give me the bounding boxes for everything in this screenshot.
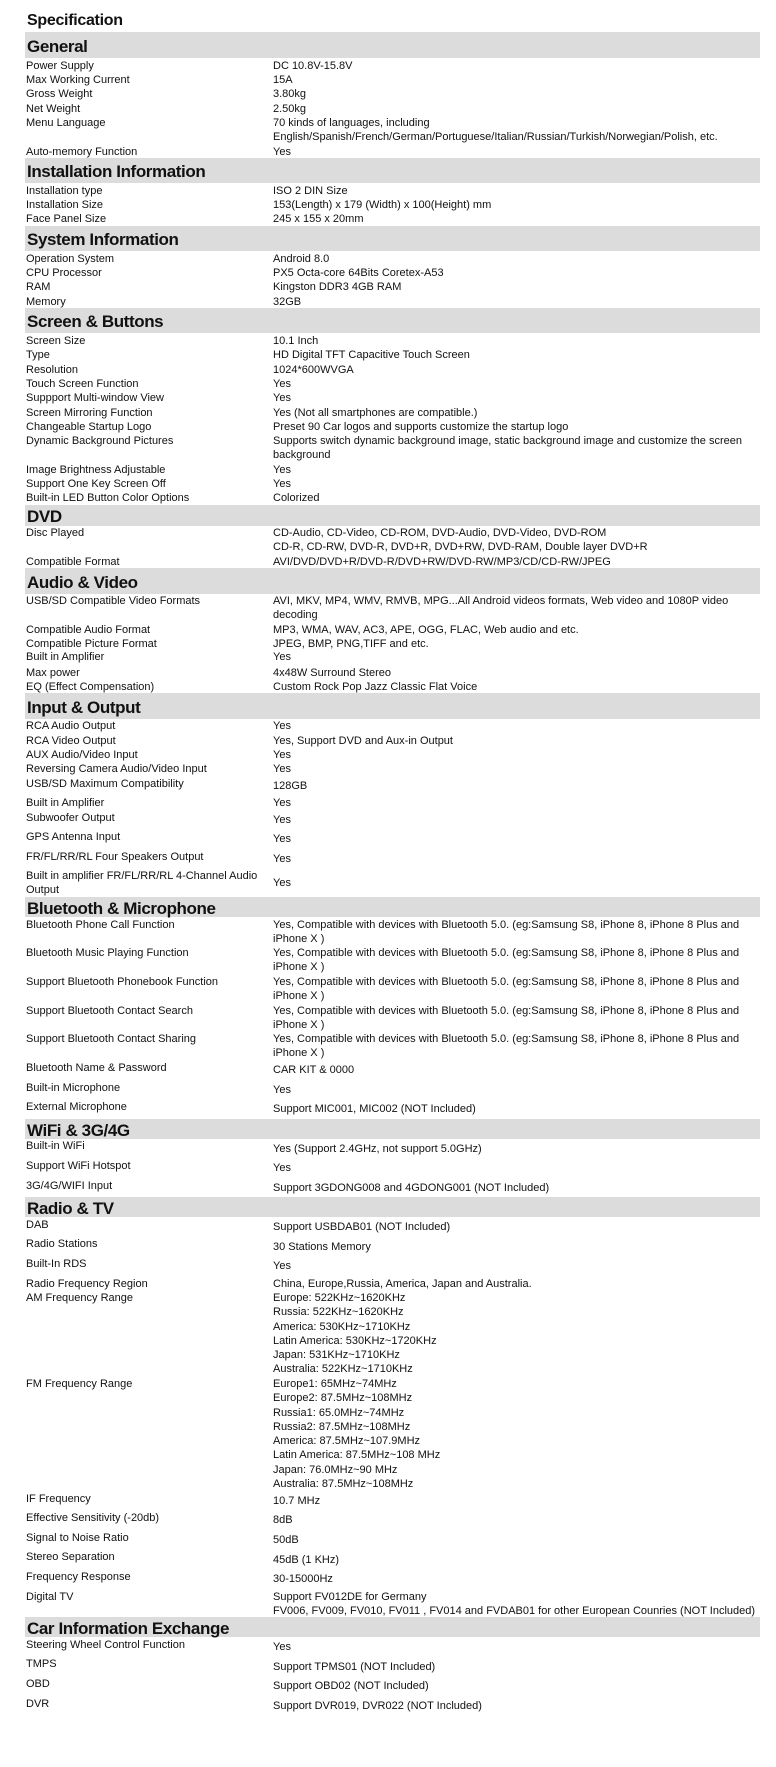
spec-value [273, 1513, 760, 1527]
section-title: Input & Output [27, 697, 141, 717]
spec-value-line: America: 87.5MHz~107.9MHz [273, 1435, 421, 1448]
spec-label: USB/SD Maximum Compatibility [26, 778, 184, 790]
spec-value-line: Kingston DDR3 4GB RAM [273, 281, 402, 293]
spec-value [273, 184, 760, 198]
spec-value-line: 15A [273, 74, 293, 86]
spec-label: FR/FL/RR/RL Four Speakers Output [26, 851, 204, 863]
spec-value [273, 73, 760, 87]
spec-value [273, 491, 760, 505]
spec-value-line: Russia: 522KHz~1620KHz [273, 1306, 404, 1319]
spec-value [273, 1277, 760, 1291]
spec-value-line: 32GB [273, 296, 302, 308]
spec-value [273, 1640, 760, 1654]
section-title: Screen & Buttons [27, 312, 164, 331]
section-title: Audio & Video [27, 572, 138, 592]
spec-value-line: Support FV012DE for Germany [273, 1591, 427, 1603]
spec-value [273, 1240, 760, 1254]
spec-value-line: Supports switch dynamic background image, static background image and customize the screen [273, 435, 742, 447]
spec-value-line: Yes, Compatible with devices with Bluetooth 5.0. (eg:Samsung S8, iPhone 8, iPhone 8 Plus and [273, 1033, 740, 1045]
spec-value-line: Yes [273, 749, 291, 761]
section-header [25, 1119, 760, 1139]
spec-label: External Microphone [26, 1101, 127, 1113]
spec-label: Reversing Camera Audio/Video Input [26, 763, 207, 775]
spec-label: Bluetooth Phone Call Function [26, 919, 175, 931]
section-title: Car Information Exchange [27, 1618, 229, 1638]
spec-value [273, 102, 760, 116]
spec-value-line: 8dB [273, 1514, 293, 1526]
spec-value [273, 434, 760, 463]
spec-value [273, 391, 760, 405]
spec-value-line: 30 Stations Memory [273, 1241, 371, 1253]
spec-label: Suppport Multi-window View [26, 392, 164, 404]
spec-value-line: Yes [273, 651, 291, 663]
spec-value-line: PX5 Octa-core 64Bits Coretex-A53 [273, 267, 444, 279]
spec-value-line: 30-15000Hz [273, 1573, 333, 1585]
spec-label: EQ (Effect Compensation) [26, 681, 155, 693]
spec-value-line: iPhone X ) [273, 990, 325, 1003]
spec-value-line: Yes [273, 877, 291, 889]
spec-value [273, 918, 760, 947]
spec-value-line: Australia: 522KHz~1710KHz [273, 1363, 413, 1376]
spec-value-line: Support OBD02 (NOT Included) [273, 1680, 429, 1692]
spec-value-line: Yes [273, 464, 291, 476]
spec-value [273, 1572, 760, 1586]
spec-value [273, 734, 760, 748]
spec-value-line: HD Digital TFT Capacitive Touch Screen [273, 349, 470, 361]
spec-label: 3G/4G/WIFI Input [26, 1180, 113, 1192]
spec-label: Operation System [26, 253, 115, 265]
spec-label: AUX Audio/Video Input [26, 749, 138, 761]
spec-value-line: Yes [273, 378, 291, 390]
spec-value-line: Yes, Compatible with devices with Bluetooth 5.0. (eg:Samsung S8, iPhone 8, iPhone 8 Plus and [273, 976, 740, 988]
spec-value-line: Yes [273, 146, 291, 158]
spec-value-line: AVI, MKV, MP4, WMV, RMVB, MPG...All Android videos formats, Web video and 1080P video [273, 595, 729, 607]
spec-value [273, 1142, 760, 1156]
spec-value [273, 946, 760, 975]
spec-label: Support Bluetooth Contact Search [26, 1005, 193, 1017]
spec-value-line: Yes [273, 853, 291, 865]
spec-label: OBD [26, 1678, 50, 1690]
spec-value-line: background [273, 449, 331, 462]
spec-value-line: Yes, Compatible with devices with Bluetooth 5.0. (eg:Samsung S8, iPhone 8, iPhone 8 Plus and [273, 947, 740, 959]
spec-value-line: Yes [273, 833, 291, 845]
spec-value [273, 975, 760, 1004]
spec-value-line: 2.50kg [273, 103, 307, 115]
spec-value [273, 1699, 760, 1713]
spec-value-line: Colorized [273, 492, 320, 504]
section-title: System Information [27, 230, 179, 249]
spec-label: Built in Amplifier [26, 797, 105, 809]
spec-value-line: China, Europe,Russia, America, Japan and Australia. [273, 1278, 532, 1290]
spec-value [273, 1590, 760, 1619]
spec-value [273, 212, 760, 226]
spec-value-line: iPhone X ) [273, 933, 325, 946]
spec-value-line: CD-R, CD-RW, DVD-R, DVD+R, DVD+RW, DVD-RAM, Double layer DVD+R [273, 541, 648, 554]
spec-value [273, 420, 760, 434]
spec-label: Radio Stations [26, 1238, 98, 1250]
spec-value-line: Yes [273, 720, 291, 732]
spec-label: Installation type [26, 185, 103, 197]
spec-value [273, 1377, 760, 1491]
spec-value [273, 334, 760, 348]
spec-value-line: CD-Audio, CD-Video, CD-ROM, DVD-Audio, DVD-Video, DVD-ROM [273, 527, 607, 539]
spec-value-line: Support DVR019, DVR022 (NOT Included) [273, 1700, 482, 1712]
section-header [25, 897, 760, 917]
section-header [25, 1617, 760, 1637]
spec-value [273, 719, 760, 733]
spec-value [273, 650, 760, 664]
spec-value [273, 832, 760, 846]
spec-value [273, 1102, 760, 1116]
spec-value [273, 1220, 760, 1234]
spec-value-line: Latin America: 87.5MHz~108 MHz [273, 1449, 441, 1462]
spec-value-line: FV006, FV009, FV010, FV011 , FV014 and FVDAB01 for other European Counries (NOT Included) [273, 1605, 756, 1618]
spec-value [273, 1181, 760, 1195]
spec-value-line: Europe1: 65MHz~74MHz [273, 1378, 397, 1390]
spec-label: Built-in Microphone [26, 1082, 121, 1094]
spec-label: Built in Amplifier [26, 651, 105, 663]
spec-label: Compatible Audio Format [26, 624, 151, 636]
spec-value-line: Japan: 531KHz~1710KHz [273, 1349, 400, 1362]
spec-label: Steering Wheel Control Function [26, 1639, 185, 1651]
spec-value [273, 252, 760, 266]
spec-label: Gross Weight [26, 88, 93, 100]
spec-value [273, 1494, 760, 1508]
spec-label: Built-in LED Button Color Options [26, 492, 190, 504]
spec-label: Digital TV [26, 1591, 74, 1603]
spec-value-line: Europe: 522KHz~1620KHz [273, 1292, 406, 1304]
spec-value [273, 377, 760, 391]
spec-value-line: Latin America: 530KHz~1720KHz [273, 1334, 437, 1347]
spec-value [273, 1533, 760, 1547]
spec-value [273, 198, 760, 212]
spec-value-line: Yes, Compatible with devices with Bluetooth 5.0. (eg:Samsung S8, iPhone 8, iPhone 8 Plus and [273, 919, 740, 931]
spec-label: IF Frequency [26, 1493, 91, 1505]
spec-value-line: Yes [273, 1260, 291, 1272]
spec-value-line: CAR KIT & 0000 [273, 1064, 355, 1076]
spec-value-line: 10.7 MHz [273, 1495, 321, 1507]
spec-value [273, 779, 760, 793]
spec-value [273, 1161, 760, 1175]
spec-value [273, 1553, 760, 1567]
spec-value-line: iPhone X ) [273, 961, 325, 974]
spec-label: Auto-memory Function [26, 146, 138, 158]
spec-label: USB/SD Compatible Video Formats [26, 595, 201, 607]
spec-value-line: Europe2: 87.5MHz~108MHz [273, 1392, 413, 1405]
spec-value-line: 4x48W Surround Stereo [273, 667, 392, 679]
spec-label: GPS Antenna Input [26, 831, 121, 843]
spec-value-line: Support TPMS01 (NOT Included) [273, 1661, 436, 1673]
spec-label: Installation Size [26, 199, 104, 211]
spec-value-line: America: 530KHz~1710KHz [273, 1320, 411, 1333]
spec-value-line: Yes [273, 478, 291, 490]
spec-label: Subwoofer Output [26, 812, 115, 824]
spec-value-line: Russia2: 87.5MHz~108MHz [273, 1420, 411, 1433]
spec-value-line: iPhone X ) [273, 1047, 325, 1060]
spec-label: Compatible Picture Format [26, 638, 157, 650]
spec-label: Image Brightness Adjustable [26, 464, 166, 476]
spec-value-line: Custom Rock Pop Jazz Classic Flat Voice [273, 681, 478, 693]
spec-label: Screen Mirroring Function [26, 407, 153, 419]
spec-label: Compatible Format [26, 556, 120, 568]
spec-label: Memory [26, 296, 66, 308]
spec-label: Menu Language [26, 117, 106, 129]
spec-value-line: 153(Length) x 179 (Width) x 100(Height) mm [273, 199, 492, 211]
spec-label: Face Panel Size [26, 213, 107, 225]
spec-label: CPU Processor [26, 267, 102, 279]
spec-label: RAM [26, 281, 51, 293]
spec-value-line: Russia1: 65.0MHz~74MHz [273, 1406, 405, 1419]
section-title: Radio & TV [27, 1198, 114, 1218]
spec-value-line: 45dB (1 KHz) [273, 1554, 340, 1566]
section-header [25, 568, 760, 594]
spec-value [273, 1004, 760, 1033]
spec-label: Bluetooth Music Playing Function [26, 947, 189, 959]
spec-label: TMPS [26, 1658, 57, 1670]
section-header [25, 693, 760, 719]
spec-value-line: MP3, WMA, WAV, AC3, APE, OGG, FLAC, Web audio and etc. [273, 624, 579, 636]
spec-value-line: Yes [273, 763, 291, 775]
spec-label: Support Bluetooth Contact Sharing [26, 1033, 197, 1045]
spec-label: DAB [26, 1219, 49, 1231]
spec-label: DVR [26, 1698, 50, 1710]
spec-label: Support WiFi Hotspot [26, 1160, 131, 1172]
spec-value-line: 1024*600WVGA [273, 364, 354, 376]
spec-value [273, 363, 760, 377]
section-header [25, 505, 760, 526]
spec-value-line: English/Spanish/French/German/Portuguese/Italian/Russian/Turkish/Norwegian/Polish, etc. [273, 131, 718, 144]
spec-value [273, 796, 760, 810]
spec-value-line: Yes [273, 392, 291, 404]
spec-value [273, 59, 760, 73]
spec-value [273, 1660, 760, 1674]
spec-value-line: 3.80kg [273, 88, 307, 100]
spec-value [273, 1083, 760, 1097]
spec-label: Touch Screen Function [26, 378, 139, 390]
spec-label: Built-in WiFi [26, 1140, 85, 1152]
section-title: Bluetooth & Microphone [27, 898, 216, 918]
spec-value-line: Android 8.0 [273, 253, 330, 265]
spec-value [273, 1032, 760, 1061]
spec-label: Power Supply [26, 60, 94, 72]
spec-value [273, 813, 760, 827]
spec-value-line: Yes [273, 814, 291, 826]
section-title: General [27, 36, 88, 56]
spec-label: Changeable Startup Logo [26, 421, 152, 433]
spec-label: Effective Sensitivity (-20db) [26, 1512, 160, 1524]
spec-value [273, 1679, 760, 1693]
spec-label: Screen Size [26, 335, 86, 347]
spec-label: Built in amplifier FR/FL/RR/RL 4-Channel Audio Output [26, 870, 258, 897]
spec-label: Type [26, 349, 50, 361]
spec-label: RCA Video Output [26, 735, 116, 747]
spec-value [273, 666, 760, 680]
spec-value-line: Yes [273, 1084, 291, 1096]
spec-value-line: Support MIC001, MIC002 (NOT Included) [273, 1103, 476, 1115]
spec-value-line: Yes [273, 1641, 291, 1653]
spec-label: Support Bluetooth Phonebook Function [26, 976, 219, 988]
spec-value-line: Yes (Not all smartphones are compatible.) [273, 407, 478, 419]
spec-value-line: decoding [273, 609, 318, 622]
spec-label: FM Frequency Range [26, 1378, 133, 1390]
section-title: WiFi & 3G/4G [27, 1120, 130, 1140]
spec-value-line: AVI/DVD/DVD+R/DVD-R/DVD+RW/DVD-RW/MP3/CD/CD-RW/JPEG [273, 556, 611, 568]
spec-label: Bluetooth Name & Password [26, 1062, 167, 1074]
spec-label: RCA Audio Output [26, 720, 116, 732]
spec-value [273, 526, 760, 555]
spec-value-line: 50dB [273, 1534, 299, 1546]
spec-label: Frequency Response [26, 1571, 131, 1583]
spec-value [273, 1291, 760, 1377]
spec-value [273, 406, 760, 420]
spec-value-line: 10.1 Inch [273, 335, 319, 347]
spec-label: Dynamic Background Pictures [26, 435, 174, 447]
spec-label: Max power [26, 667, 80, 679]
section-header [25, 32, 760, 58]
spec-value-line: Support 3GDONG008 and 4GDONG001 (NOT Included) [273, 1182, 550, 1194]
spec-value [273, 1259, 760, 1273]
spec-value [273, 762, 760, 776]
spec-label: Resolution [26, 364, 78, 376]
spec-label: Support One Key Screen Off [26, 478, 166, 490]
spec-label: Max Working Current [26, 74, 130, 86]
spec-value [273, 463, 760, 477]
spec-value [273, 116, 760, 145]
section-header [25, 1197, 760, 1217]
spec-value-line: Yes [273, 797, 291, 809]
spec-label: AM Frequency Range [26, 1292, 133, 1304]
section-title: DVD [27, 507, 62, 526]
section-title: Installation Information [27, 162, 206, 181]
section-header [25, 308, 760, 333]
spec-value [273, 477, 760, 491]
spec-value-line: Japan: 76.0MHz~90 MHz [273, 1463, 398, 1476]
spec-value-line: Preset 90 Car logos and supports customize the startup logo [273, 421, 569, 433]
section-header [25, 158, 760, 183]
spec-value-line: iPhone X ) [273, 1019, 325, 1032]
spec-value [273, 266, 760, 280]
spec-value [273, 748, 760, 762]
spec-value-line: JPEG, BMP, PNG,TIFF and etc. [273, 638, 429, 650]
spec-value-line: Australia: 87.5MHz~108MHz [273, 1478, 414, 1491]
spec-label: Built-In RDS [26, 1258, 87, 1270]
spec-value-line: Support USBDAB01 (NOT Included) [273, 1221, 451, 1233]
spec-value [273, 280, 760, 294]
spec-value-line: Yes (Support 2.4GHz, not support 5.0GHz) [273, 1143, 482, 1155]
spec-label: Signal to Noise Ratio [26, 1532, 129, 1544]
spec-label: Net Weight [26, 103, 81, 115]
page-title: Specification [27, 12, 123, 29]
spec-value [273, 852, 760, 866]
spec-value [273, 876, 760, 890]
section-header [25, 226, 760, 251]
spec-value-line: ISO 2 DIN Size [273, 185, 348, 197]
spec-label: Stereo Separation [26, 1551, 115, 1563]
spec-value [273, 87, 760, 101]
spec-value [273, 1063, 760, 1077]
spec-value [273, 348, 760, 362]
spec-value-line: 70 kinds of languages, including [273, 117, 430, 129]
spec-value-line: Yes [273, 1162, 291, 1174]
spec-value [273, 594, 760, 623]
spec-label: Radio Frequency Region [26, 1278, 148, 1290]
spec-value [273, 623, 760, 637]
spec-value-line: 128GB [273, 780, 308, 792]
spec-value-line: Yes, Support DVD and Aux-in Output [273, 735, 453, 747]
spec-value-line: 245 x 155 x 20mm [273, 213, 364, 225]
spec-value-line: DC 10.8V-15.8V [273, 60, 353, 72]
spec-value-line: Yes, Compatible with devices with Bluetooth 5.0. (eg:Samsung S8, iPhone 8, iPhone 8 Plus and [273, 1005, 740, 1017]
spec-label: Disc Played [26, 527, 85, 539]
